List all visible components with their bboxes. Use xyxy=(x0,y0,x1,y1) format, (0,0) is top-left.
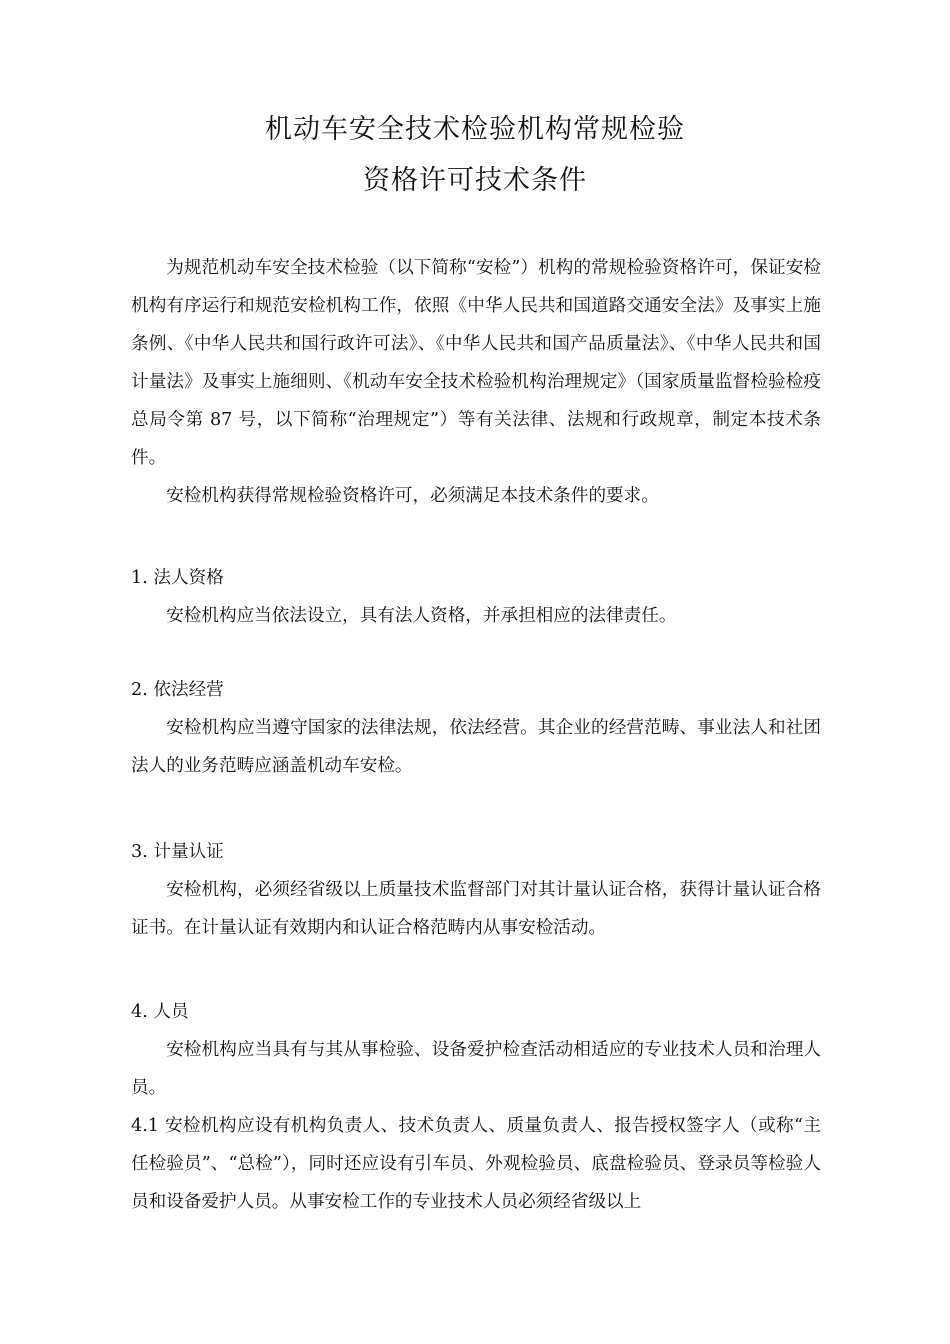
intro-paragraph-2: 安检机构获得常规检验资格许可，必须满足本技术条件的要求。 xyxy=(166,486,659,506)
section-heading: 3. 计量认证 xyxy=(131,842,224,862)
section-heading: 4. 人员 xyxy=(131,1002,189,1022)
document-title-line-1: 机动车安全技术检验机构常规检验 xyxy=(265,114,685,145)
section-body: 安检机构应当具有与其从事检验、设备爱护检查活动相适应的专业技术人员和治理人员。 xyxy=(131,1040,821,1098)
section-4 xyxy=(131,993,821,1221)
section-1 xyxy=(131,559,821,635)
section-body: 安检机构应当遵守国家的法律法规，依法经营。其企业的经营范畴、事业法人和社团法人的业务范畴应涵盖机动车安检。 xyxy=(131,718,821,776)
intro-paragraph-1: 为规范机动车安全技术检验（以下简称“安检”）机构的常规检验资格许可，保证安检机构有序运行和规范安检机构工作，依照《中华人民共和国道路交通安全法》及事实上施条例、《中华人民共和国行政许可法》、《中华人民共和国产品质量法》、《中华人民共和国计量法》及事实上施细则、《机动车安全技术检验机构治理规定》（国家质量监督检验检疫总局令第 87 号，以下简称“治理规定”）等有关法律、法规和行政规章，制定本技术条件。 xyxy=(131,258,821,468)
subsection-4-1: 4.1 安检机构应设有机构负责人、技术负责人、质量负责人、报告授权签字人（或称“主任检验员”、“总检”），同时还应设有引车员、外观检验员、底盘检验员、登录员等检验人员和设备爱护人员。从事安检工作的专业技术人员必须经省级以上 xyxy=(131,1116,821,1212)
section-body: 安检机构，必须经省级以上质量技术监督部门对其计量认证合格，获得计量认证合格证书。在计量认证有效期内和认证合格范畴内从事安检活动。 xyxy=(131,880,821,938)
section-2 xyxy=(131,671,821,785)
section-body: 安检机构应当依法设立，具有法人资格，并承担相应的法律责任。 xyxy=(166,606,677,626)
section-heading: 1. 法人资格 xyxy=(131,568,224,588)
document-title-line-2: 资格许可技术条件 xyxy=(363,165,587,196)
section-3 xyxy=(131,833,821,947)
section-heading: 2. 依法经营 xyxy=(131,680,224,700)
intro-section xyxy=(131,249,821,515)
